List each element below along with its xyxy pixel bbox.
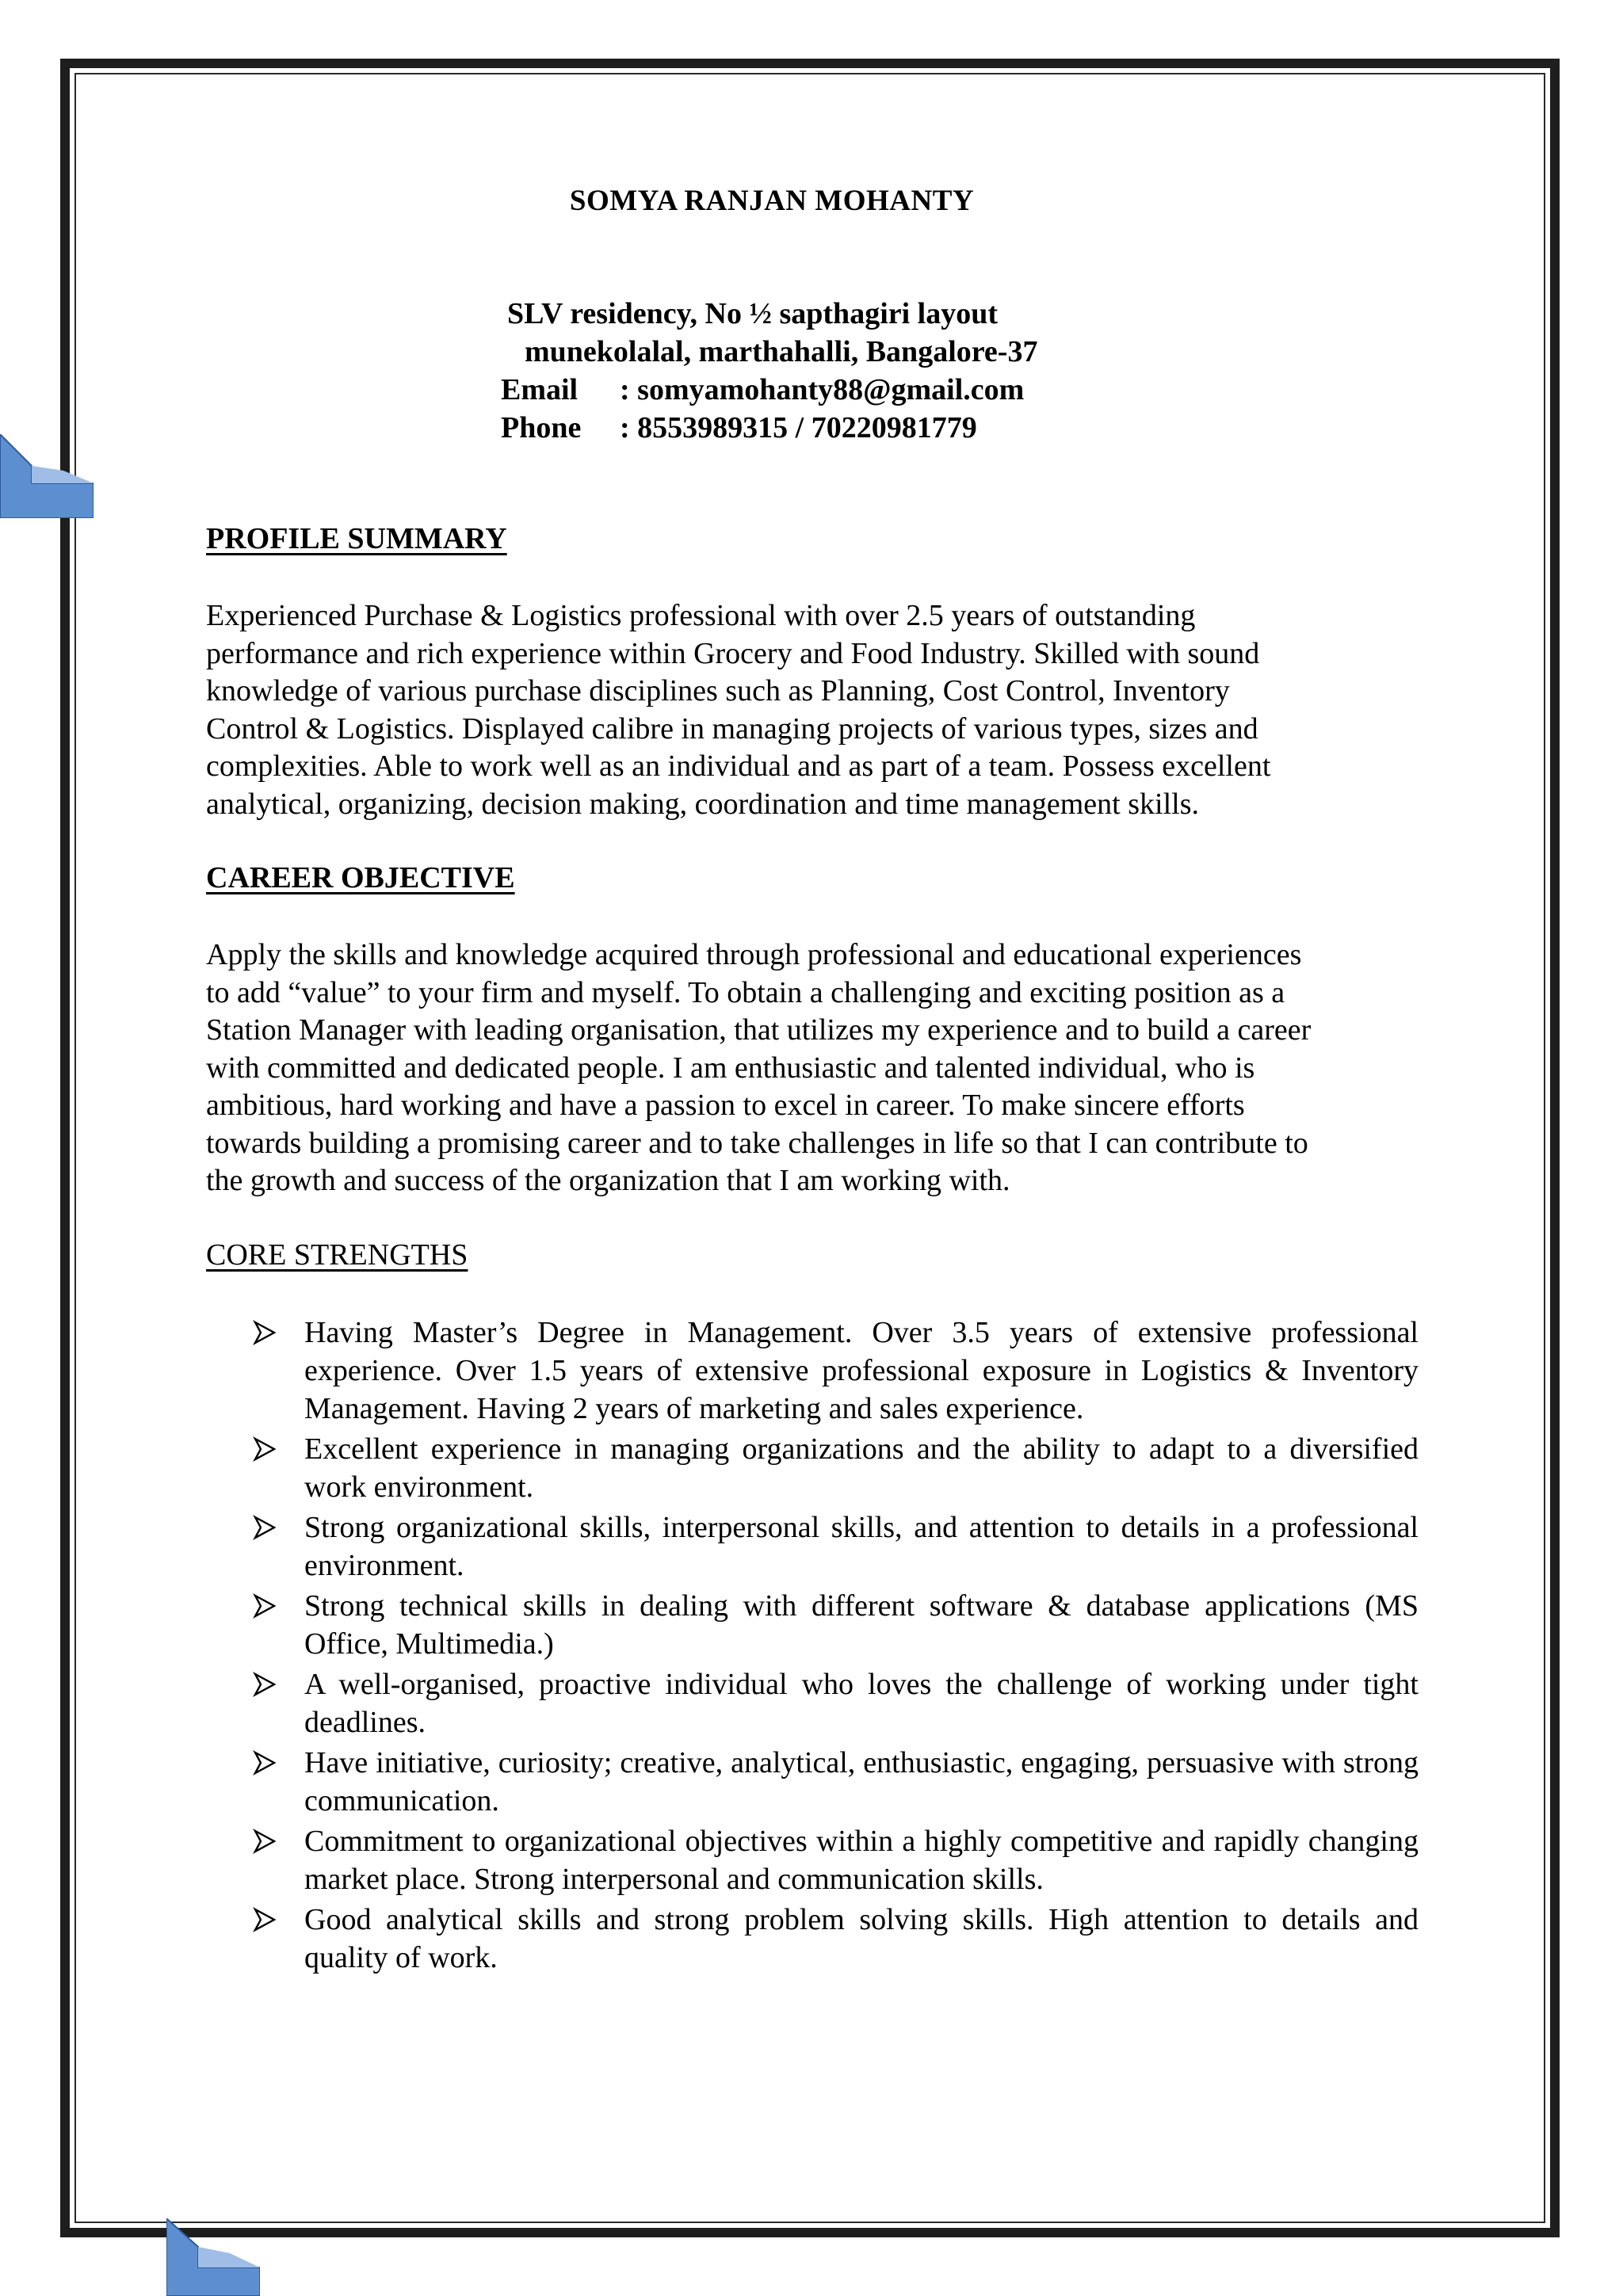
list-item: Excellent experience in managing organizations and the ability to adapt to a diversified work environment. bbox=[252, 1430, 1419, 1506]
paragraph-line: knowledge of various purchase disciplines such as Planning, Cost Control, Inventory bbox=[206, 674, 1230, 707]
list-item: Having Master’s Degree in Management. Over 3.5 years of extensive professional experience. Over 1.5 years of extensive professional exposure in Logistics & Inventory Management. Having 2 years of marketing and sales experience. bbox=[252, 1314, 1419, 1428]
paragraph-line: analytical, organizing, decision making, coordination and time management skills. bbox=[206, 787, 1199, 821]
list-item: Commitment to organizational objectives within a highly competitive and rapidly changing market place. Strong interpersonal and communication skills. bbox=[252, 1822, 1419, 1898]
paragraph-line: to add “value” to your firm and myself. To obtain a challenging and exciting position as a bbox=[206, 975, 1285, 1009]
paragraph-line: performance and rich experience within Grocery and Food Industry. Skilled with sound bbox=[206, 636, 1260, 670]
page-corner-fold-icon bbox=[0, 434, 94, 518]
core-strengths-list bbox=[252, 1314, 1419, 1979]
paragraph-line: Experienced Purchase & Logistics professional with over 2.5 years of outstanding bbox=[206, 599, 1196, 632]
arrow-bullet-icon bbox=[252, 1436, 277, 1462]
paragraph-line: Apply the skills and knowledge acquired through professional and educational experiences bbox=[206, 938, 1302, 971]
arrow-bullet-icon bbox=[252, 1907, 277, 1932]
arrow-bullet-icon bbox=[252, 1829, 277, 1854]
career-objective-text bbox=[206, 936, 1426, 1200]
arrow-bullet-icon bbox=[252, 1515, 277, 1540]
email-value: : somyamohanty88@gmail.com bbox=[620, 373, 1025, 406]
profile-summary-text bbox=[206, 597, 1426, 823]
arrow-bullet-icon bbox=[252, 1320, 277, 1345]
page-corner-fold-icon bbox=[166, 2218, 260, 2296]
paragraph-line: the growth and success of the organization that I am working with. bbox=[206, 1164, 1010, 1197]
list-item: Strong organizational skills, interpersonal skills, and attention to details in a professional environment. bbox=[252, 1508, 1419, 1585]
core-strengths-heading: CORE STRENGTHS bbox=[206, 1238, 468, 1272]
phone-row bbox=[501, 409, 977, 447]
list-item: Have initiative, curiosity; creative, analytical, enthusiastic, engaging, persuasive with strong communication. bbox=[252, 1744, 1419, 1820]
career-objective-heading: CAREER OBJECTIVE bbox=[206, 861, 515, 894]
paragraph-line: Control & Logistics. Displayed calibre in managing projects of various types, sizes and bbox=[206, 711, 1258, 746]
phone-label: Phone bbox=[501, 411, 582, 444]
paragraph-line: towards building a promising career and to take challenges in life so that I can contribute to bbox=[206, 1126, 1308, 1160]
list-item: Strong technical skills in dealing with different software & database applications (MS Office, Multimedia.) bbox=[252, 1587, 1419, 1663]
list-item: Good analytical skills and strong problem solving skills. High attention to details and quality of work. bbox=[252, 1901, 1419, 1977]
arrow-bullet-icon bbox=[252, 1672, 277, 1697]
paragraph-line: ambitious, hard working and have a passion to excel in career. To make sincere efforts bbox=[206, 1089, 1245, 1122]
profile-summary-heading: PROFILE SUMMARY bbox=[206, 522, 507, 555]
email-label: Email bbox=[501, 373, 579, 406]
paragraph-line: Station Manager with leading organisation, that utilizes my experience and to build a career bbox=[206, 1013, 1312, 1047]
list-item: A well-organised, proactive individual who loves the challenge of working under tight deadlines. bbox=[252, 1665, 1419, 1741]
email-row bbox=[501, 371, 1024, 409]
address-line-1: SLV residency, No ½ sapthagiri layout bbox=[507, 297, 999, 330]
arrow-bullet-icon bbox=[252, 1750, 277, 1775]
paragraph-line: complexities. Able to work well as an individual and as part of a team. Possess excellent bbox=[206, 749, 1271, 783]
phone-value: : 8553989315 / 70220981779 bbox=[620, 411, 977, 444]
arrow-bullet-icon bbox=[252, 1593, 277, 1619]
candidate-name: SOMYA RANJAN MOHANTY bbox=[569, 185, 975, 217]
address-line-2: munekolalal, marthahalli, Bangalore-37 bbox=[525, 335, 1038, 368]
paragraph-line: with committed and dedicated people. I am enthusiastic and talented individual, who is bbox=[206, 1051, 1255, 1085]
